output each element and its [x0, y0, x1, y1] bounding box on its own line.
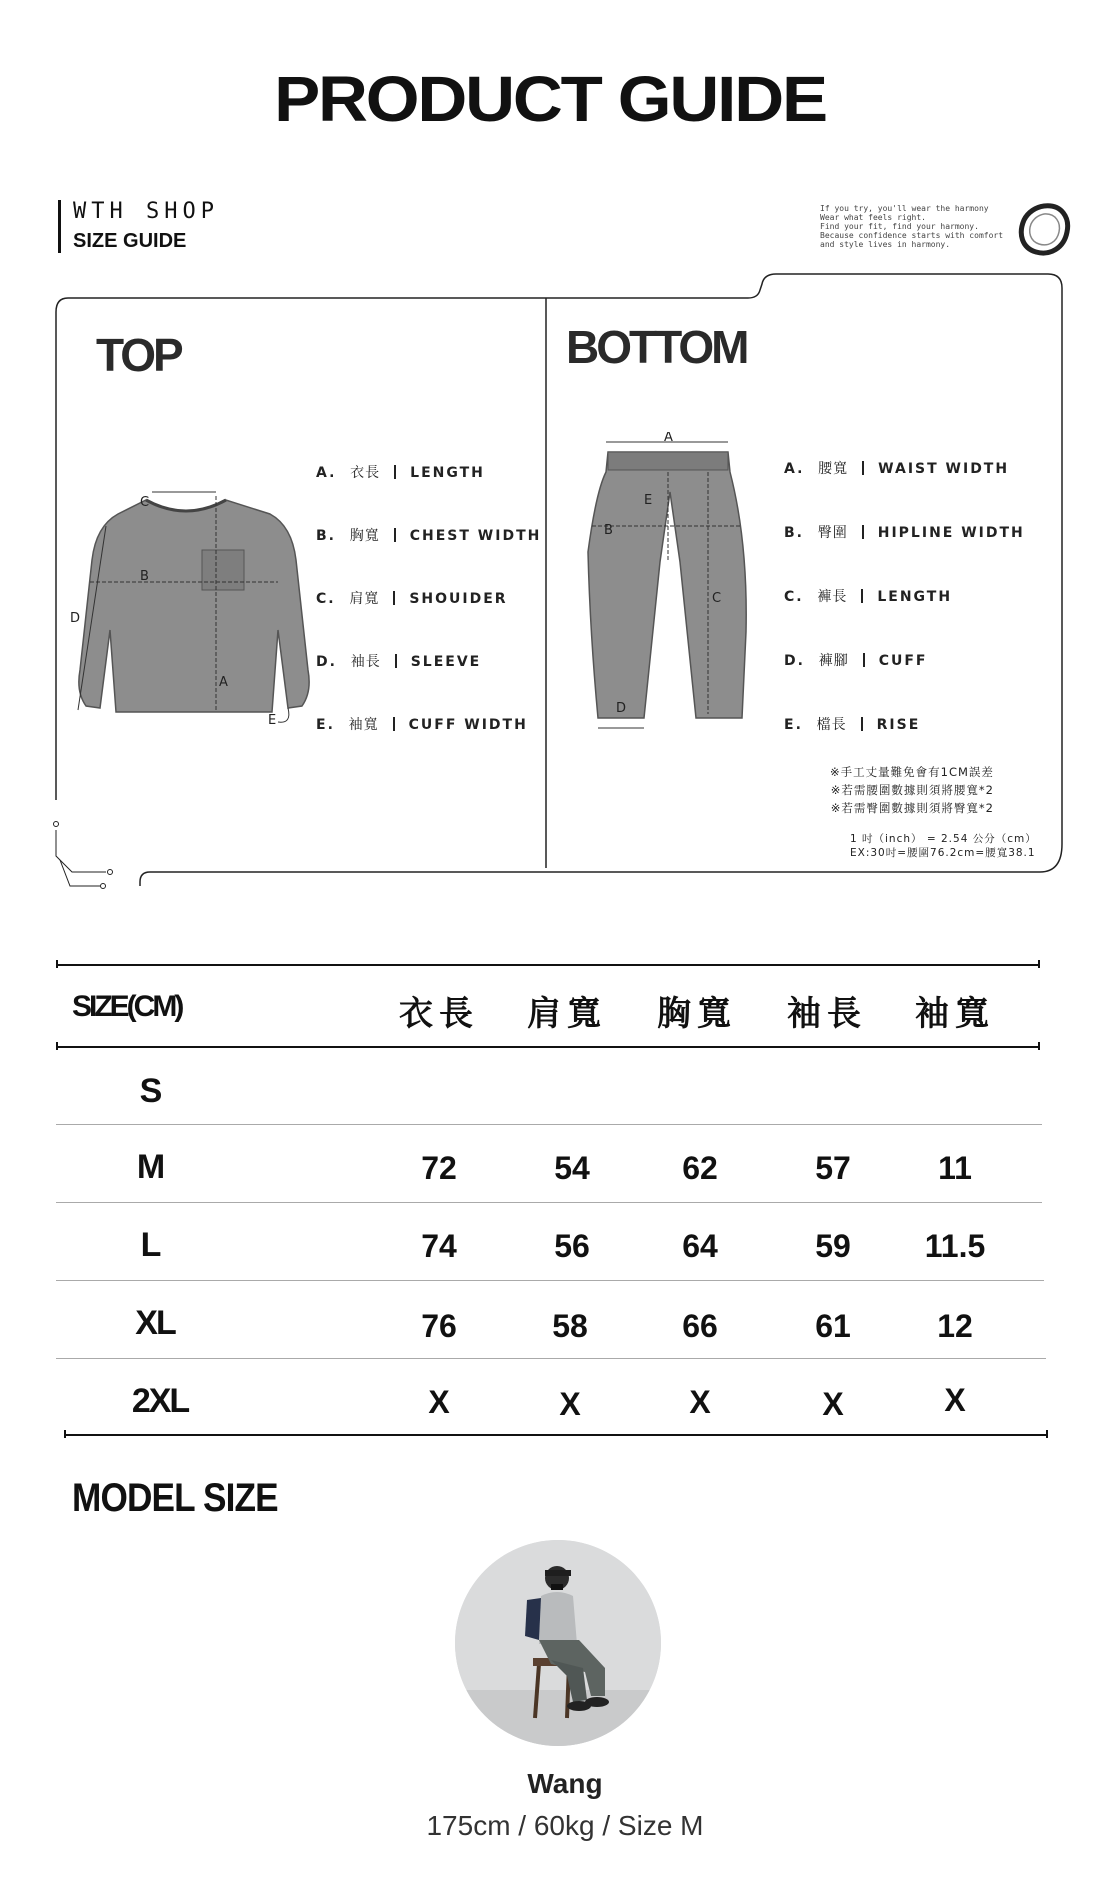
- column-header-length: 衣長: [399, 994, 479, 1034]
- model-stats: 175cm / 60kg / Size M: [426, 1810, 704, 1841]
- column-header-cuff: 袖寬: [915, 994, 995, 1034]
- top-measure-a: A. 衣長 LENGTH: [316, 465, 485, 481]
- brand-tagline: If you try, you'll wear the harmony Wear what feels right. Find your fit, find your harmony. Because confidence starts with comfort and style lives in harmony.: [820, 204, 1004, 249]
- top-measure-b: B. 胸寬 CHEST WIDTH: [316, 528, 542, 544]
- value-cell: 66: [682, 1308, 718, 1344]
- table-top-rule: [56, 964, 1040, 966]
- value-cell: 61: [815, 1308, 851, 1344]
- model-name: Wang: [527, 1768, 603, 1799]
- value-cell: X: [559, 1386, 581, 1422]
- size-cell-s: S: [139, 1072, 161, 1110]
- rule-tick: [56, 1042, 58, 1050]
- page-title: PRODUCT GUIDE: [274, 63, 826, 135]
- value-cell: 12: [937, 1308, 973, 1344]
- model-photo: [455, 1540, 661, 1746]
- column-header-chest: 胸寬: [657, 994, 737, 1034]
- bottom-measure-a: A. 腰寬 WAIST WIDTH: [784, 461, 1010, 477]
- size-guide-label: SIZE GUIDE: [73, 230, 187, 252]
- rule-tick: [1038, 1042, 1040, 1050]
- rule-tick: [1038, 960, 1040, 968]
- diagram-letter-b: B: [604, 523, 613, 538]
- diagram-letter-e: E: [644, 493, 653, 508]
- row-divider: [56, 1124, 1042, 1125]
- unit-conversion: [850, 832, 1037, 860]
- size-cell: XL: [135, 1304, 175, 1342]
- top-measure-c: C. 肩寬 SHOUIDER: [316, 591, 508, 607]
- conversion-example: EX:30吋=腰圍76.2cm=腰寬38.1: [850, 847, 1036, 859]
- table-header-rule: [56, 1046, 1040, 1048]
- value-cell: 72: [421, 1150, 457, 1186]
- value-cell: 62: [682, 1150, 718, 1186]
- size-cell: M: [136, 1148, 164, 1186]
- top-measure-e: E. 袖寬 CUFF WIDTH: [316, 717, 528, 733]
- bottom-measure-e: E. 檔長 RISE: [784, 717, 921, 733]
- value-cell: 64: [682, 1228, 718, 1264]
- value-cell: 59: [815, 1228, 851, 1264]
- value-cell: X: [689, 1384, 711, 1420]
- value-cell: X: [944, 1382, 966, 1418]
- rule-tick: [64, 1430, 66, 1438]
- bottom-measure-b: B. 臀圍 HIPLINE WIDTH: [784, 525, 1025, 541]
- seated-model-illustration: [455, 1540, 661, 1746]
- size-column-header: SIZE(CM): [72, 990, 182, 1023]
- value-cell: 11: [938, 1150, 972, 1186]
- table-bottom-rule: [64, 1434, 1048, 1436]
- value-cell: 57: [815, 1150, 851, 1186]
- rule-tick: [56, 960, 58, 968]
- value-cell: 76: [421, 1308, 457, 1344]
- bottom-measure-c: C. 褲長 LENGTH: [784, 589, 953, 605]
- diagram-letter-a: A: [219, 675, 228, 690]
- diagram-letter-d: D: [70, 611, 81, 626]
- bottom-measure-d: D. 褲腳 CUFF: [784, 653, 928, 669]
- row-divider: [56, 1358, 1046, 1359]
- diagram-letter-d: D: [616, 701, 627, 716]
- measurement-notes: ※手工丈量難免會有1CM誤差 ※若需腰圍數據則須將腰寬*2 ※若需臀圍數據則須將臀寬*2: [830, 765, 994, 815]
- top-shirt-diagram: [56, 470, 316, 740]
- value-cell: 56: [554, 1228, 590, 1264]
- rule-tick: [1046, 1430, 1048, 1438]
- row-divider: [56, 1202, 1042, 1203]
- diagram-letter-e: E: [268, 713, 277, 728]
- value-cell: 11.5: [924, 1228, 986, 1264]
- model-size-heading: MODEL SIZE: [72, 1476, 278, 1520]
- top-measure-d: D. 袖長 SLEEVE: [316, 654, 482, 670]
- top-heading: TOP: [96, 329, 181, 381]
- row-divider: [56, 1280, 1044, 1281]
- diagram-letter-a: A: [664, 432, 673, 445]
- diagram-letter-c: C: [140, 495, 150, 510]
- diagram-letter-c: C: [712, 591, 722, 606]
- bottom-pants-diagram: [578, 432, 758, 732]
- size-cell: 2XL: [131, 1382, 189, 1420]
- brand-name: WTH SHOP: [73, 199, 219, 224]
- size-cell: L: [140, 1226, 160, 1264]
- column-header-sleeve: 袖長: [787, 994, 867, 1034]
- diagram-letter-b: B: [140, 569, 149, 584]
- conversion-line: 1 吋（inch） = 2.54 公分（cm）: [850, 833, 1037, 845]
- value-cell: X: [428, 1384, 450, 1420]
- value-cell: 74: [421, 1228, 457, 1264]
- value-cell: 58: [552, 1308, 588, 1344]
- value-cell: 54: [554, 1150, 590, 1186]
- column-header-shoulder: 肩寬: [527, 994, 607, 1034]
- bottom-heading: BOTTOM: [566, 321, 747, 373]
- value-cell: X: [822, 1386, 844, 1422]
